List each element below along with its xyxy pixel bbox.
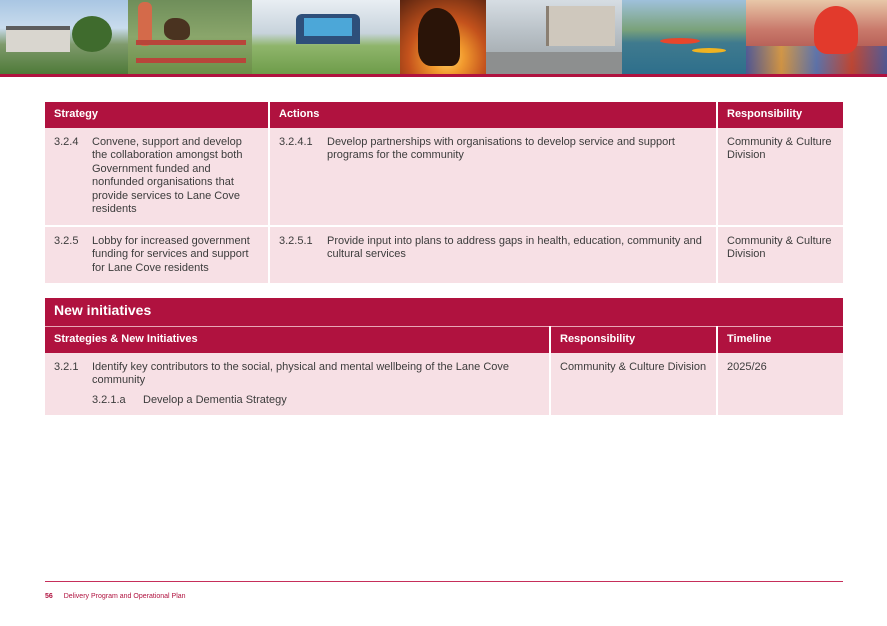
photo-banner: [0, 0, 887, 74]
table-row: [45, 128, 843, 226]
strategy-number: 3.2.5: [54, 234, 79, 247]
sub-initiative-number: 3.2.1.a: [92, 393, 126, 406]
strategy-number: 3.2.4: [54, 135, 79, 148]
header-strategies-initiatives: Strategies & New Initiatives: [45, 327, 550, 353]
table-row: [45, 226, 843, 284]
header-strategy: Strategy: [45, 102, 269, 128]
new-initiatives-title: New initiatives: [45, 298, 843, 327]
action-number: 3.2.5.1: [279, 234, 313, 247]
document-title: Delivery Program and Operational Plan: [63, 593, 186, 600]
outdoor-event-stage-photo: [252, 0, 400, 74]
responsibility-cell: Community & Culture Division: [550, 353, 717, 416]
action-text: Provide input into plans to address gaps in health, education, community and cultural services: [327, 234, 702, 260]
action-cell: [269, 226, 717, 284]
footer-divider: [45, 581, 843, 582]
responsibility-cell: Community & Culture Division: [717, 226, 843, 284]
river-kayak-photo: [622, 0, 746, 74]
page-footer: [45, 593, 186, 600]
timeline-cell: 2025/26: [717, 353, 843, 416]
responsibility-cell: Community & Culture Division: [717, 128, 843, 226]
strategy-text: Convene, support and develop the collaboration amongst both Government funded and nonfunded organisations that provide services to Lane Cove residents: [92, 135, 243, 215]
initiative-text: Identify key contributors to the social, physical and mental wellbeing of the Lane Cove community: [92, 360, 510, 386]
street-shops-photo: [486, 0, 622, 74]
table-row: [45, 353, 843, 416]
dog-agility-photo: [128, 0, 252, 74]
action-text: Develop partnerships with organisations to develop service and support programs for the community: [327, 135, 675, 161]
banner-divider: [0, 74, 887, 77]
lion-dance-festival-photo: [746, 0, 887, 74]
new-initiatives-table: [45, 298, 843, 415]
action-number: 3.2.4.1: [279, 135, 313, 148]
strategy-actions-table: [45, 102, 843, 283]
header-responsibility: Responsibility: [717, 102, 843, 128]
header-timeline: Timeline: [717, 327, 843, 353]
action-cell: [269, 128, 717, 226]
strategy-cell: [45, 128, 269, 226]
sub-initiative-text: Develop a Dementia Strategy: [143, 393, 287, 406]
kookaburra-sunset-photo: [400, 0, 486, 74]
header-actions: Actions: [269, 102, 717, 128]
page-number: 56: [45, 593, 53, 600]
strategy-cell: [45, 226, 269, 284]
initiative-number: 3.2.1: [54, 360, 79, 373]
header-responsibility: Responsibility: [550, 327, 717, 353]
initiative-cell: [45, 353, 550, 416]
strategy-text: Lobby for increased government funding for services and support for Lane Cove residents: [92, 234, 250, 274]
park-pavilion-photo: [0, 0, 128, 74]
